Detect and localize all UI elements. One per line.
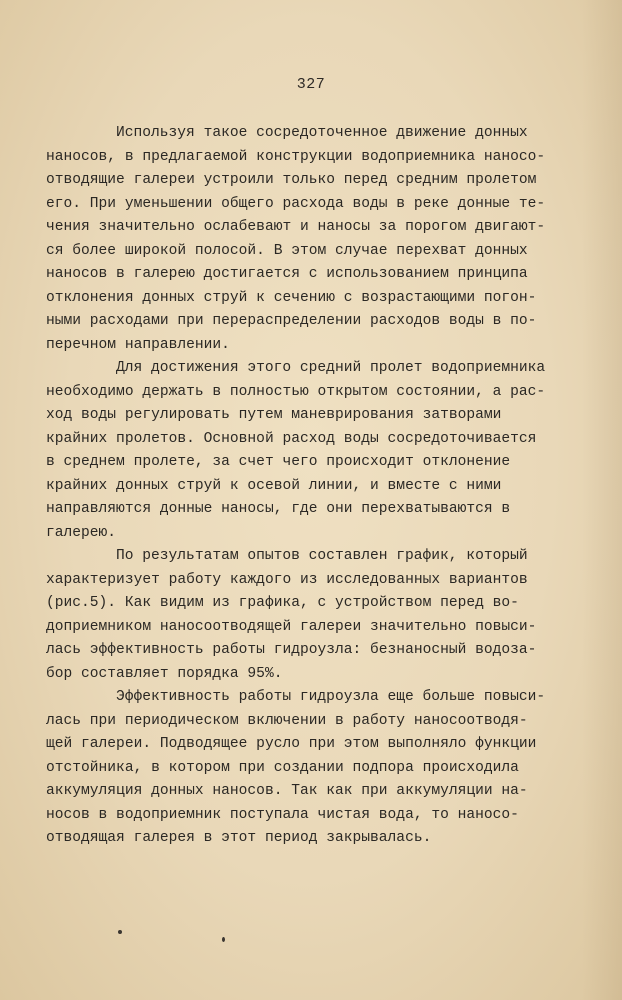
- text-line: необходимо держать в полностью открытом состоянии, а рас-: [46, 383, 546, 400]
- paragraph: [46, 686, 586, 851]
- text-line: По результатам опытов составлен график, который: [116, 548, 528, 564]
- ink-speck: [118, 930, 122, 934]
- ink-speck: [222, 937, 225, 942]
- paragraph: [46, 357, 586, 545]
- text-line: доприемником наносоотводящей галереи значительно повыси-: [46, 618, 537, 635]
- text-line: наносов, в предлагаемой конструкции водоприемника наносо-: [46, 148, 546, 165]
- text-line: в среднем пролете, за счет чего происходит отклонение: [46, 454, 511, 470]
- paragraph: [46, 545, 586, 686]
- text-line: аккумуляция донных наносов. Так как при аккумуляции на-: [46, 783, 528, 799]
- text-line: чения значительно ослабевают и наносы за порогом двигают-: [46, 219, 546, 235]
- page-number: 327: [296, 76, 326, 93]
- text-line: направляются донные наносы, где они перехватываются в: [46, 501, 511, 517]
- text-line: галерею.: [46, 524, 117, 541]
- text-line: его. При уменьшении общего расхода воды в реке донные те-: [46, 195, 546, 212]
- text-line: ся более широкой полосой. В этом случае перехват донных: [46, 242, 528, 259]
- text-line: лась эффективность работы гидроузла: безнаносный водоза-: [46, 642, 537, 658]
- page-edge-shadow: [582, 0, 622, 1000]
- text-line: (рис.5). Как видим из графика, с устройством перед во-: [46, 595, 519, 611]
- text-line: отводящие галереи устроили только перед средним пролетом: [46, 172, 537, 188]
- text-line: крайних донных струй к осевой линии, и вместе с ними: [46, 477, 502, 494]
- paragraph: [46, 122, 586, 357]
- text-line: отводящая галерея в этот период закрывалась.: [46, 830, 432, 846]
- text-line: отстойника, в котором при создании подпора происходила: [46, 759, 519, 776]
- text-line: ными расходами при перераспределении расходов воды в по-: [46, 313, 537, 329]
- document-body: [46, 122, 586, 851]
- text-line: наносов в галерею достигается с использованием принципа: [46, 266, 528, 282]
- text-line: перечном направлении.: [46, 336, 230, 353]
- text-line: отклонения донных струй к сечению с возрастающими погон-: [46, 289, 537, 306]
- text-line: характеризует работу каждого из исследованных вариантов: [46, 571, 528, 588]
- text-line: ход воды регулировать путем маневрирования затворами: [46, 407, 502, 423]
- text-line: Для достижения этого средний пролет водоприемника: [116, 360, 546, 376]
- text-line: Эффективность работы гидроузла еще больше повыси-: [116, 689, 546, 705]
- text-line: Используя такое сосредоточенное движение донных: [116, 125, 528, 141]
- text-line: лась при периодическом включении в работу наносоотводя-: [46, 712, 528, 729]
- text-line: бор составляет порядка 95%.: [46, 665, 283, 682]
- text-line: щей галереи. Подводящее русло при этом выполняло функции: [46, 736, 537, 752]
- text-line: носов в водоприемник поступала чистая вода, то наносо-: [46, 806, 519, 823]
- text-line: крайних пролетов. Основной расход воды сосредоточивается: [46, 430, 537, 447]
